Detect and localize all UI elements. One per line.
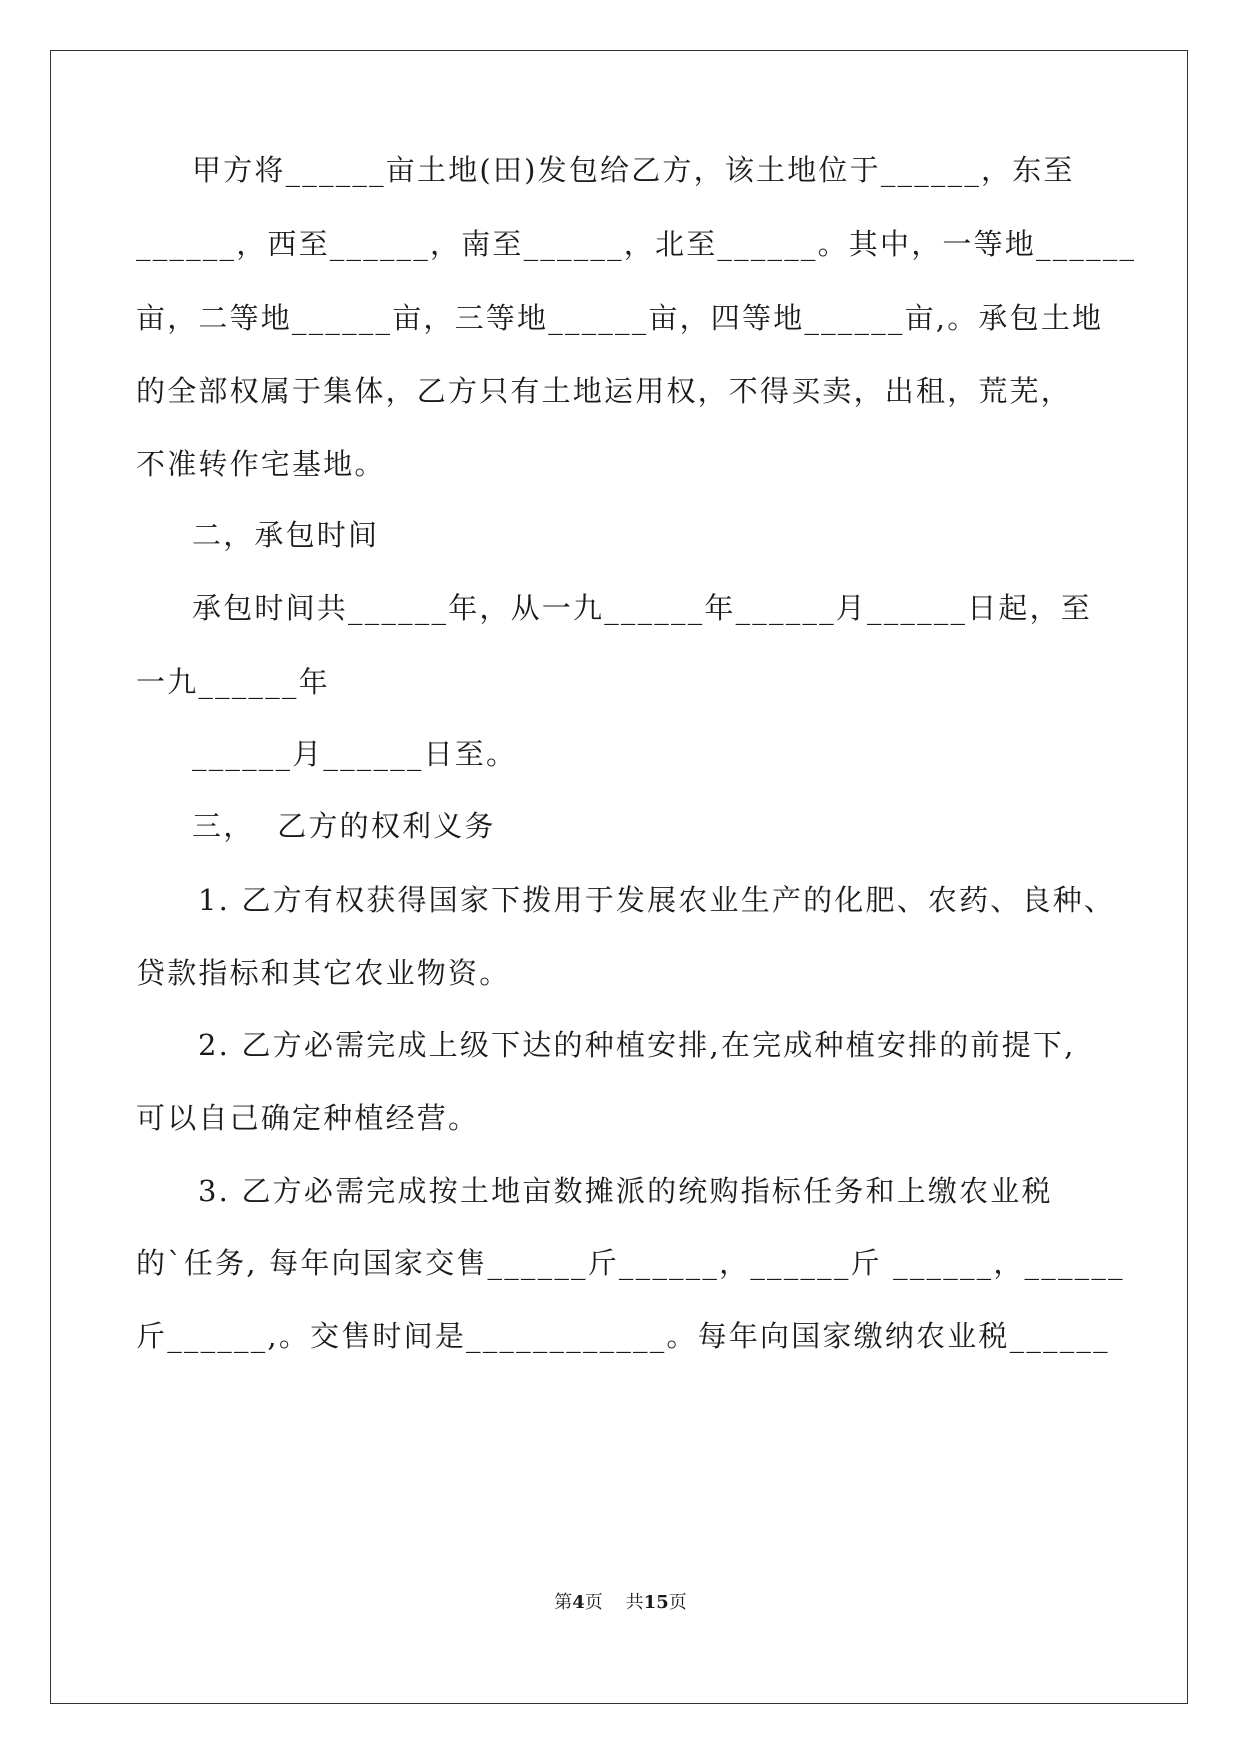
paragraph-line: 的全部权属于集体，乙方只有土地运用权，不得买卖，出租，荒芜， [136, 374, 1073, 408]
paragraph-line: ______，西至______，南至______，北至______。其中，一等地______ [136, 227, 1137, 261]
footer-total-pages: 15 [643, 1592, 669, 1613]
list-item-line: 1. 乙方有权获得国家下拨用于发展农业生产的化肥、农药、良种、 [198, 883, 1116, 917]
paragraph-line: 的`任务, 每年向国家交售______斤______，______斤 ______，______ [136, 1246, 1125, 1280]
paragraph-line: 斤______,。交售时间是____________。每年向国家缴纳农业税______ [136, 1319, 1110, 1353]
paragraph-line: 可以自己确定种植经营。 [136, 1101, 480, 1135]
paragraph-line: 甲方将______亩土地(田)发包给乙方，该土地位于______，东至 [192, 153, 1075, 187]
paragraph-line: 承包时间共______年，从一九______年______月______日起，至 [192, 591, 1093, 625]
list-item-line: 3. 乙方必需完成按土地亩数摊派的统购指标任务和上缴农业税 [198, 1174, 1053, 1208]
paragraph-line: 不准转作宅基地。 [136, 447, 386, 481]
footer-page-number: 4 [572, 1592, 585, 1613]
section-heading: 二，承包时间 [192, 518, 380, 552]
paragraph-line: 一九______年 [136, 665, 330, 699]
footer-page-suffix: 页 [584, 1592, 603, 1613]
paragraph-line: ______月______日至。 [192, 737, 518, 771]
page-footer [0, 1591, 1241, 1615]
paragraph-line: 亩，二等地______亩，三等地______亩，四等地______亩,。承包土地 [136, 301, 1104, 335]
footer-prefix: 第 [554, 1592, 573, 1613]
list-item-line: 2. 乙方必需完成上级下达的种植安排,在完成种植安排的前提下, [198, 1028, 1076, 1062]
footer-total-prefix: 共 [625, 1592, 644, 1613]
section-heading: 三， 乙方的权利义务 [192, 809, 496, 843]
page-border [50, 50, 1188, 1704]
footer-total-suffix: 页 [668, 1592, 687, 1613]
paragraph-line: 贷款指标和其它农业物资。 [136, 956, 511, 990]
